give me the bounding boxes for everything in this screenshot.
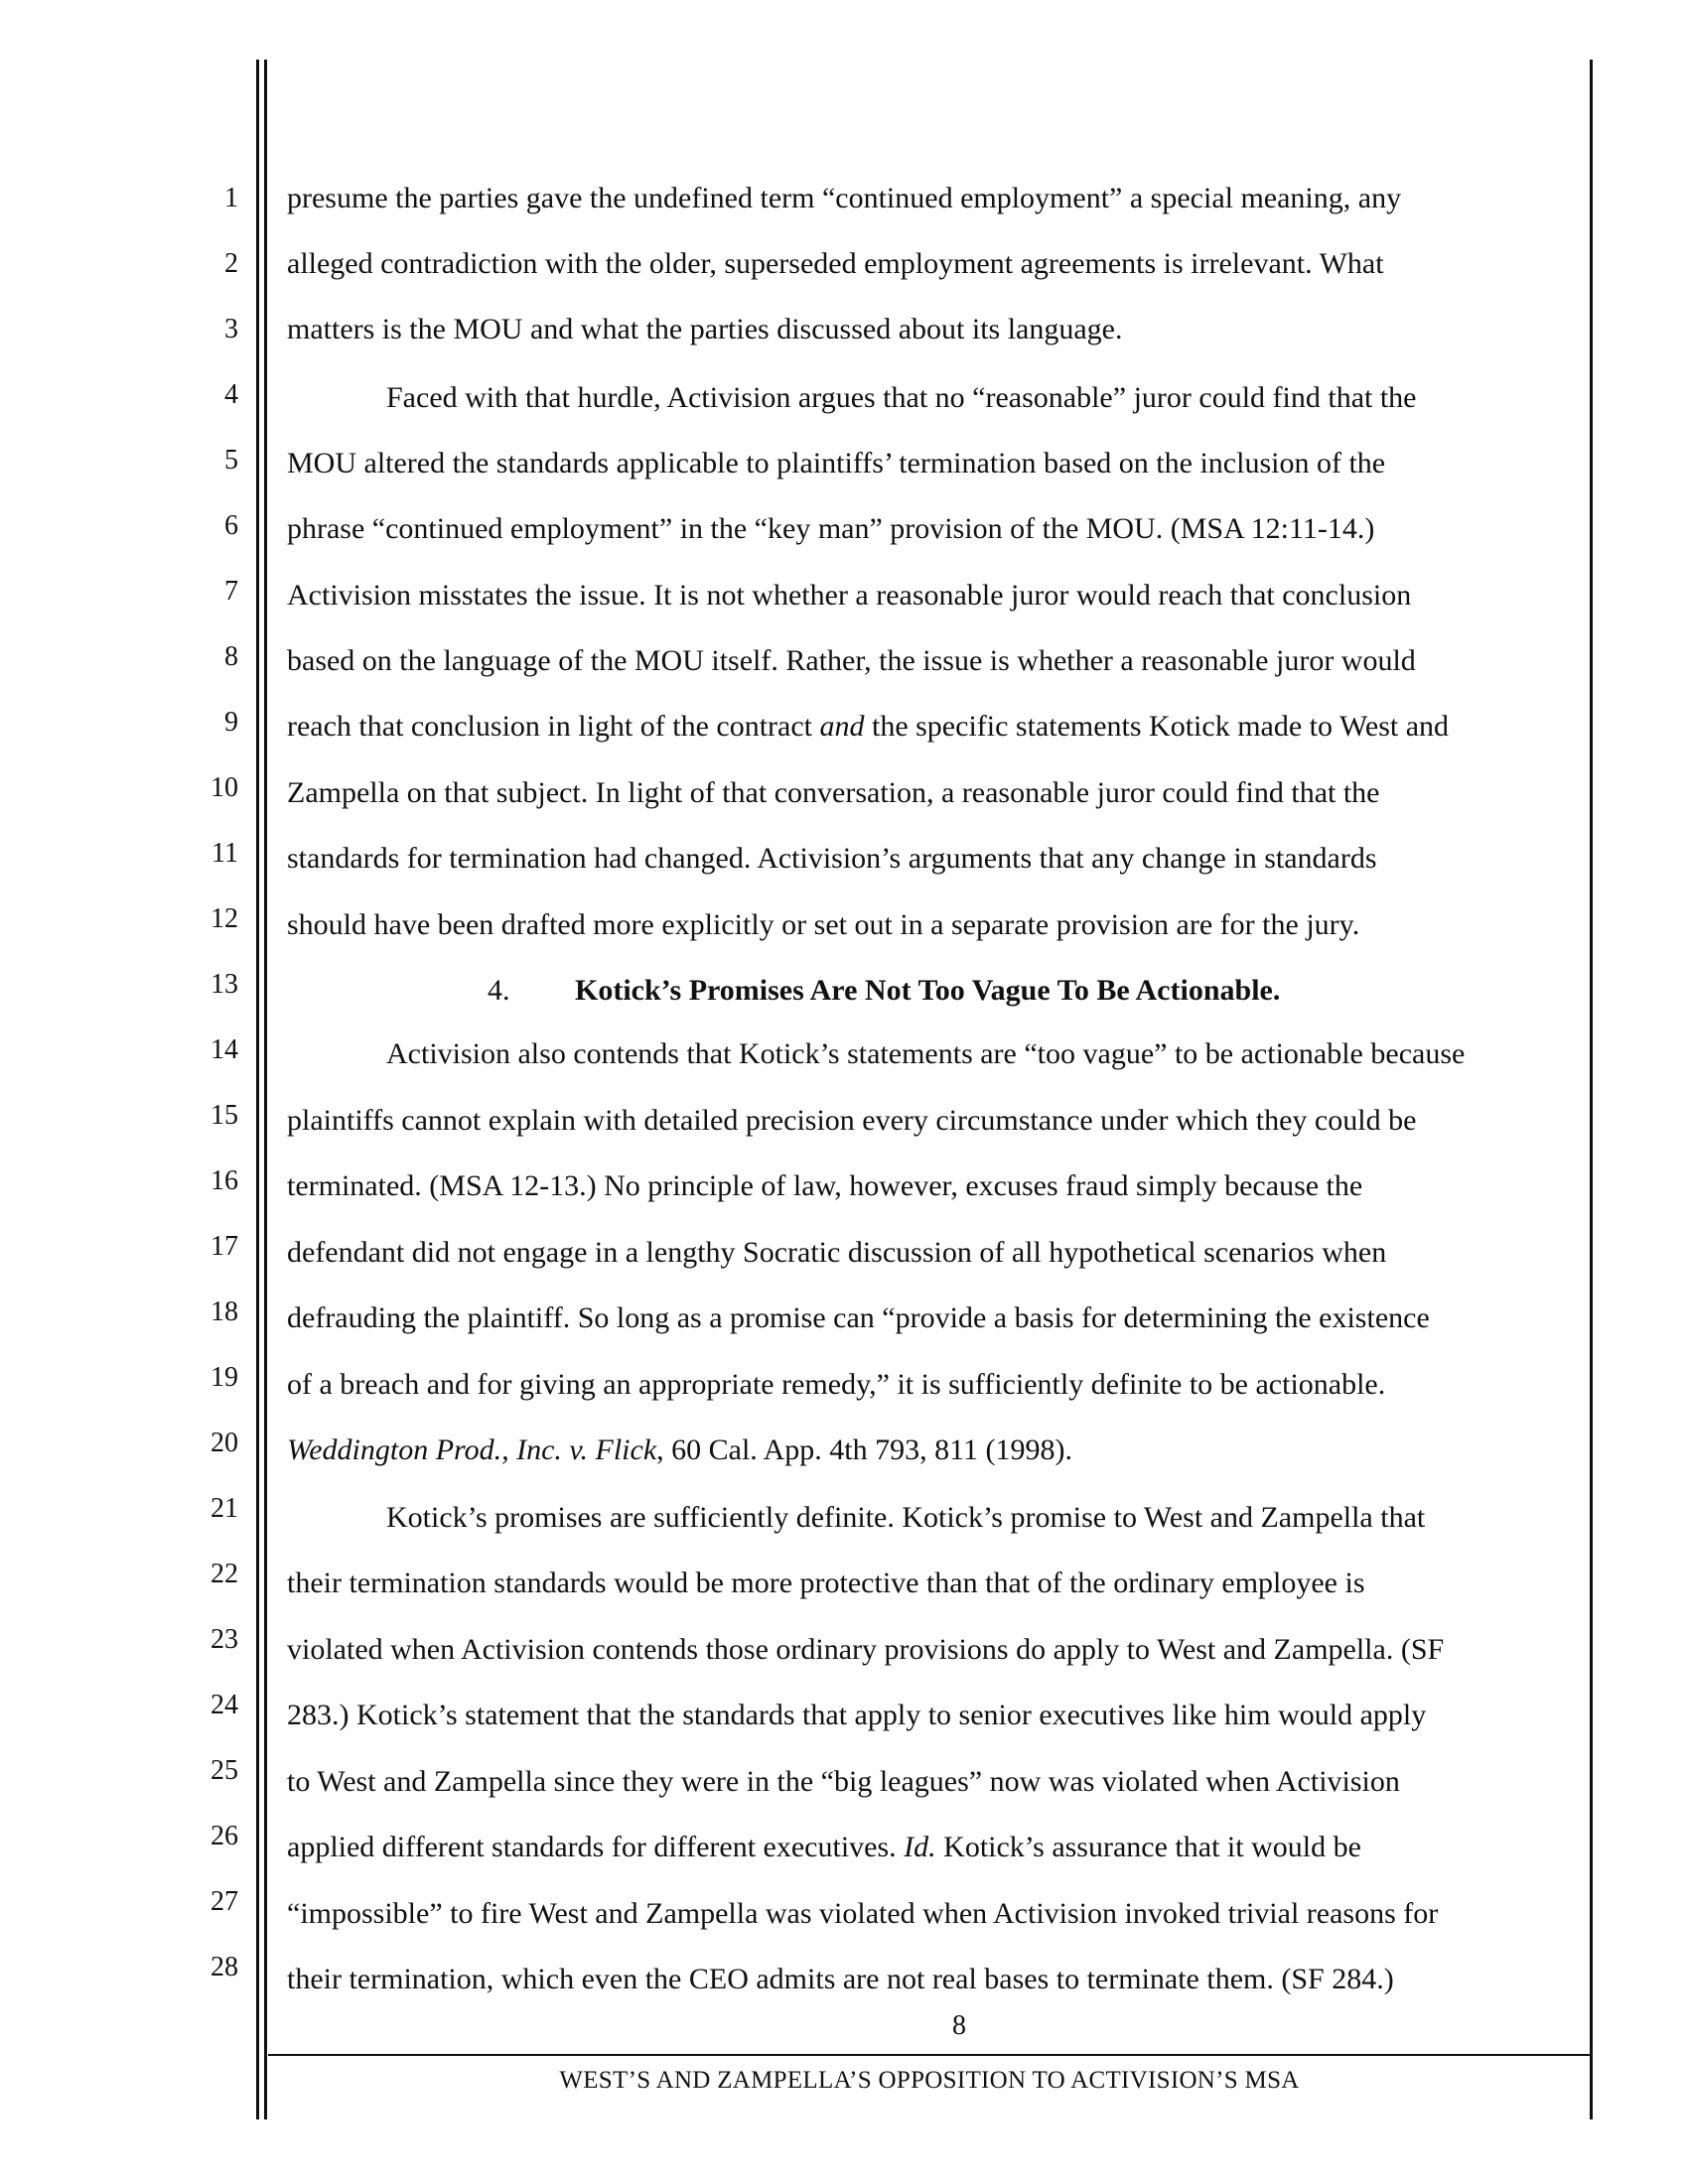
case-citation: Weddington Prod., Inc. v. Flick [287,1433,657,1466]
line-number: 9 [224,707,238,738]
body-text: Kotick’s assurance that it would be [935,1831,1361,1863]
emphasis-text: and [819,710,865,743]
body-line: of a breach and for giving an appropriate remedy,” it is sufficiently definite to be actionable. [287,1368,1386,1401]
left-margin-rule-inner [264,60,267,2119]
body-line: “impossible” to fire West and Zampella was violated when Activision invoked trivial reasons for [287,1897,1439,1930]
line-number: 21 [211,1493,238,1524]
left-margin-rule [256,60,259,2119]
line-number: 8 [224,641,238,672]
body-line: matters is the MOU and what the parties discussed about its language. [287,313,1123,345]
section-number: 4. [488,974,510,1007]
section-heading-text: Kotick’s Promises Are Not Too Vague To Be Actionable. [575,974,1281,1007]
body-line: Activision misstates the issue. It is not whether a reasonable juror would reach that conclusion [287,579,1412,612]
body-line: standards for termination had changed. Activision’s arguments that any change in standards [287,842,1377,875]
body-line: to West and Zampella since they were in the “big leagues” now was violated when Activision [287,1765,1400,1798]
body-line: Activision also contends that Kotick’s statements are “too vague” to be actionable because [386,1037,1466,1070]
line-number: 11 [211,838,238,869]
line-number: 10 [211,772,238,803]
body-line: Faced with that hurdle, Activision argues that no “reasonable” juror could find that the [386,381,1417,414]
body-line: Zampella on that subject. In light of that conversation, a reasonable juror could find that the [287,776,1380,809]
body-line: defrauding the plaintiff. So long as a promise can “provide a basis for determining the existence [287,1301,1430,1334]
citation-line [287,1433,1588,1467]
body-line: alleged contradiction with the older, superseded employment agreements is irrelevant. What [287,247,1384,280]
line-number: 18 [211,1297,238,1327]
body-line [287,710,1588,744]
body-line: should have been drafted more explicitly or set out in a separate provision are for the jury. [287,908,1360,941]
line-number: 19 [211,1362,238,1393]
body-line: defendant did not engage in a lengthy Socratic discussion of all hypothetical scenarios when [287,1236,1387,1269]
body-text: reach that conclusion in light of the contract [287,710,820,743]
line-number: 23 [211,1624,238,1655]
line-number: 16 [211,1165,238,1196]
body-line: MOU altered the standards applicable to plaintiffs’ termination based on the inclusion of the [287,447,1386,479]
body-line [287,1831,1588,1864]
line-number: 22 [211,1559,238,1589]
line-number: 14 [211,1034,238,1065]
body-line: plaintiffs cannot explain with detailed precision every circumstance under which they could be [287,1104,1417,1137]
line-number: 27 [211,1886,238,1917]
body-line: Kotick’s promises are sufficiently definite. Kotick’s promise to West and Zampella that [386,1501,1426,1534]
body-line: their termination standards would be more protective than that of the ordinary employee is [287,1567,1365,1599]
footer-title: WEST’S AND ZAMPELLA’S OPPOSITION TO ACTIVISION’S MSA [559,2067,1300,2094]
line-number: 25 [211,1755,238,1786]
page-number: 8 [952,2010,966,2041]
line-number: 1 [224,183,238,213]
body-line: based on the language of the MOU itself. Rather, the issue is whether a reasonable juror would [287,644,1416,677]
line-number: 24 [211,1690,238,1720]
line-number: 26 [211,1821,238,1851]
body-line: presume the parties gave the undefined term “continued employment” a special meaning, any [287,182,1402,214]
body-line: phrase “continued employment” in the “key man” provision of the MOU. (MSA 12:11-14.) [287,512,1375,545]
line-number: 17 [211,1231,238,1262]
line-number: 12 [211,903,238,934]
body-text: the specific statements Kotick made to West and [864,710,1450,743]
emphasis-text: Id. [904,1831,936,1863]
line-number: 13 [211,969,238,1000]
line-number: 3 [224,314,238,344]
footer-rule [268,2054,1591,2056]
line-number: 6 [224,510,238,541]
line-number: 15 [211,1100,238,1131]
body-line: their termination, which even the CEO admits are not real bases to terminate them. (SF 284.) [287,1963,1394,1995]
body-line: 283.) Kotick’s statement that the standards that apply to senior executives like him would apply [287,1699,1427,1731]
line-number: 20 [211,1428,238,1458]
body-line: terminated. (MSA 12-13.) No principle of law, however, excuses fraud simply because the [287,1169,1363,1202]
right-margin-rule [1590,60,1593,2119]
line-number: 2 [224,248,238,279]
body-text: applied different standards for different executives. [287,1831,905,1863]
line-number: 28 [211,1952,238,1982]
line-number: 7 [224,576,238,607]
line-number: 5 [224,445,238,476]
line-number: 4 [224,379,238,410]
body-text: , 60 Cal. App. 4th 793, 811 (1998). [656,1433,1073,1466]
body-line: violated when Activision contends those ordinary provisions do apply to West and Zampella. (SF [287,1633,1445,1666]
section-heading [287,974,1588,1008]
